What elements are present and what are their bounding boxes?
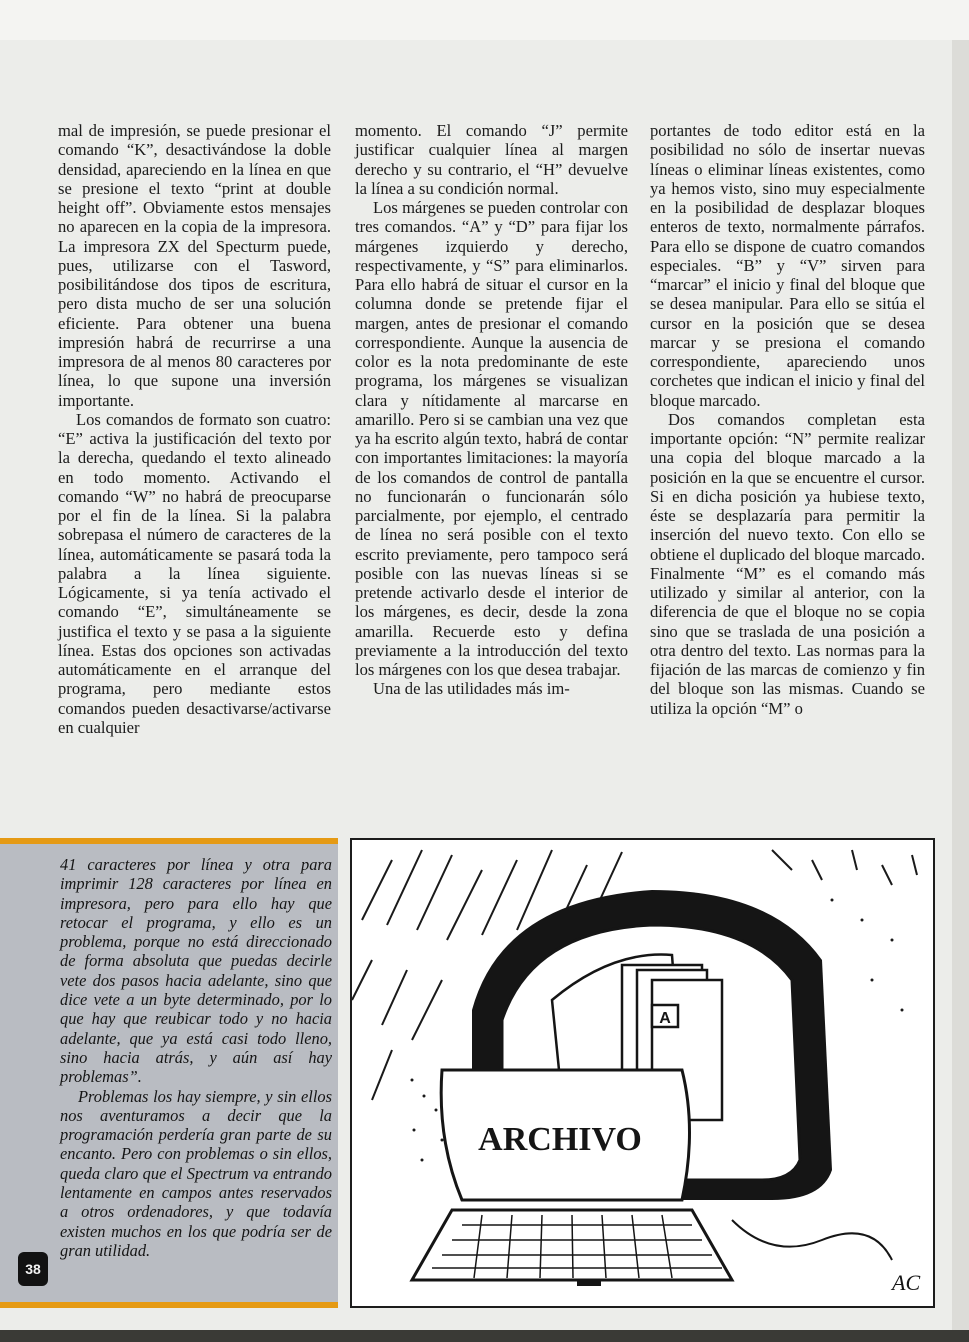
paragraph: Los márgenes se pueden controlar con tres comandos. “A” y “D” para fijar los márgenes izquierdo y derecho, respectivamente, y “S” para eliminarlos. Para ello habrá de situar el cursor en la columna donde se pretende fijar el margen, antes de presionar el comando correspondiente. Aunque la ausencia de color es la nota predominante de este programa, los márgenes se visualizan clara y nítidamente al marcarse en amarillo. Pero si se cambian una vez que ya ha escrito algún texto, habrá de contar con importantes limitaciones: la mayoría de los comandos de control de pantalla no funcionarán o funcionarán sólo parcialmente, por ejemplo, el centrado de línea no será posible con el texto escrito previamente, pero tampoco será posible con las nuevas líneas si se pretende activarlo desde el interior de los márgenes, es decir, desde la zona amarilla. Recuerde esto y defina previamente a la introducción del texto los márgenes con los que desea trabajar.	[355, 198, 628, 679]
article-column-1	[58, 121, 331, 737]
paragraph: portantes de todo editor está en la posibilidad no sólo de insertar nuevas líneas o eliminar líneas existentes, como ya hemos visto, sino muy especialmente en la posibilidad de desplazar bloques enteros de texto, normalmente párrafos. Para ello se dispone de cuatro comandos especiales. “B” y “V” sirven para “marcar” el inicio y final del bloque que se desea manipular. Para ello se sitúa el cursor en la posición que se desea marcar y se presiona el comando correspondiente, apareciendo unos corchetes que indican el inicio y final del bloque marcado.	[650, 121, 925, 410]
artist-signature: AC	[892, 1270, 921, 1295]
tab-label: A	[659, 1010, 671, 1027]
paragraph: Dos comandos completan esta importante opción: “N” permite realizar una copia del bloque marcado a la posición en la que se encuentre el cursor. Si en dicha posición ya hubiese texto, éste se desplazaría para permitir la inserción del nuevo texto. Con ello se obtiene el duplicado del bloque marcado. Finalmente “M” es el comando más utilizado y similar al anterior, con la diferencia de que el bloque no se copia sino que se traslada de una posición a otra dentro del texto. Las normas para la fijación de las marcas de comienzo y fin del bloque son las mismas. Cuando se utiliza la opción “M” o	[650, 409, 925, 718]
page-top-edge	[0, 0, 969, 40]
paragraph: Una de las utilidades más im-	[373, 679, 570, 699]
page-right-shadow	[952, 40, 969, 1330]
page-number: 38	[18, 1252, 48, 1286]
article-column-3	[650, 121, 925, 718]
page-bottom-edge	[0, 1330, 969, 1342]
sidebar-text	[60, 855, 332, 1260]
article-column-2	[355, 121, 628, 699]
paragraph: momento. El comando “J” permite justificar cualquier línea al margen derecho y su contrario, el “H” devuelve la línea a su condición normal.	[355, 121, 628, 198]
sidebar-paragraph: 41 caracteres por línea y otra para imprimir 128 caracteres por línea en impresora, pero para ello hay que retocar el programa, y ello es un problema, porque no está direccionado de forma absoluta que puedas decirle vete dos pasos hacia adelante, sino que dice vete a un byte determinado, por lo que hay que reubicar todo y no hacia adelante, que ya está casi todo lleno, sino hacia atrás, y aún así hay problemas”.	[60, 855, 332, 1087]
sidebar-paragraph: Problemas los hay siempre, y sin ellos nos aventuramos a decir que la programación perdería gran parte de su encanto. Pero con problemas o sin ellos, queda claro que el Spectrum va entrando lentamente en campos antes reservados a otros ordenadores, y que todavía existen muchos en los que podría ser de gran utilidad.	[60, 1086, 332, 1260]
folder-label: ARCHIVO	[478, 1121, 642, 1158]
paragraph: Los comandos de formato son cuatro: “E” activa la justificación del texto por la derecha, quedando el texto alineado en todo momento. Activando el comando “W” no habrá de preocuparse por el fin de la línea. Si la palabra sobrepasa el número de caracteres de la línea, automáticamente se pasará toda la palabra a la línea siguiente. Lógicamente, si ya tenía activado el comando “E”, simultáneamente se justifica el texto y se pasa a la siguiente línea. Estas dos opciones son activadas automáticamente en el arranque del programa, pero mediante estos comandos pueden desactivarse/activarse en cualquier	[58, 409, 331, 737]
archivo-illustration	[350, 838, 935, 1308]
paragraph: mal de impresión, se puede presionar el comando “K”, desactivándose la doble densidad, apareciendo en la línea en que se presione el texto “print at double height off”. Obviamente estos mensajes no aparecen en la copia de la impresora. La impresora ZX del Specturm puede, pues, utilizarse con el Tasword, posibilitándose dos tipos de escritura, pero dista mucho de ser una solución eficiente. Para obtener una buena impresión habrá de recurrirse a una impresora de al menos 80 caracteres por línea, lo que supone una inversión importante.	[58, 121, 331, 410]
